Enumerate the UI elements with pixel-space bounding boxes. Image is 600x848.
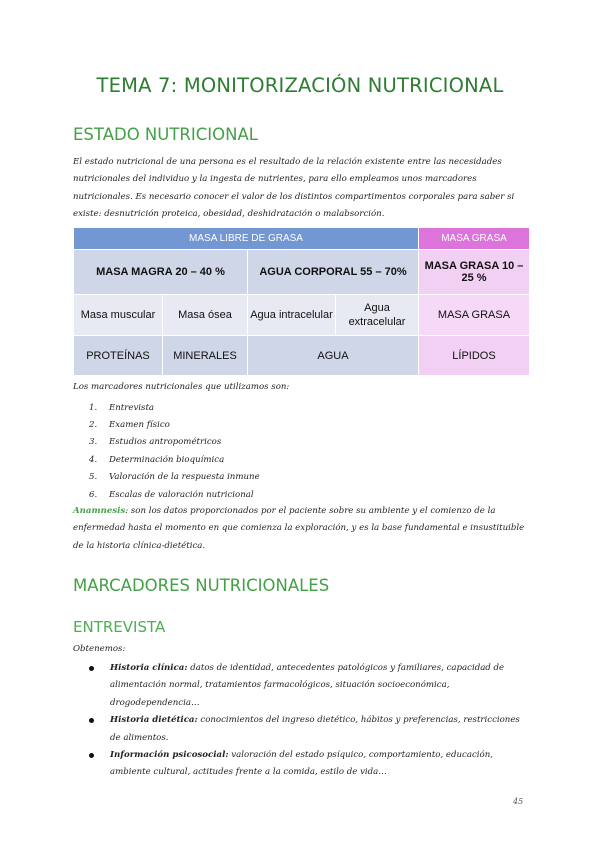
cell-proteinas: PROTEÍNAS xyxy=(74,336,163,376)
cell-lipidos: LÍPIDOS xyxy=(419,336,530,376)
cell-masa-osea: Masa ósea xyxy=(163,295,248,336)
anamnesis-text: : son los datos proporcionados por el paciente sobre su ambiente y el comienzo de la enfermedad hasta el momento en que comienza la exploración, y es la base fundamental e insustituible de la historia clínica-dietética. xyxy=(73,506,525,551)
cell-agua: AGUA xyxy=(248,336,419,376)
page-title: TEMA 7: MONITORIZACIÓN NUTRICIONAL xyxy=(96,74,504,97)
list-item: Historia dietética: conocimientos del ingreso dietético, hábitos y preferencias, restricciones de alimentos. xyxy=(89,712,531,747)
bullet-icon xyxy=(89,666,94,671)
cell-masa-grasa: MASA GRASA xyxy=(419,295,530,336)
cell-agua-extracelular: Agua extracelular xyxy=(336,295,419,336)
list-item: 5. Valoración de la respuesta inmune xyxy=(89,472,260,483)
list-item: 4. Determinación bioquímica xyxy=(89,454,225,465)
intro-paragraph: El estado nutricional de una persona es el resultado de la relación existente entre las necesidades nutricionales del individuo y la ingesta de nutrientes, para ello empleamos unos marcadores nutricionales. Es necesario conocer el valor de los distintos compartimentos corporales para saber si existe: desnutrición proteica, obesidad, deshidratación o malabsorción. xyxy=(73,157,515,219)
list-item: Información psicosocial: valoración del estado psíquico, comportamiento, educación, ambiente cultural, actitudes frente a la comida, estilo de vida… xyxy=(89,747,531,782)
cell-masa-muscular: Masa muscular xyxy=(74,295,163,336)
obtenemos-label: Obtenemos: xyxy=(73,644,126,654)
markers-list xyxy=(89,399,260,503)
page-number: 45 xyxy=(513,797,524,806)
bullet-icon xyxy=(89,718,94,723)
cell-masa-grasa-range: MASA GRASA 10 – 25 % xyxy=(419,250,530,295)
list-item: 3. Estudios antropométricos xyxy=(89,437,222,448)
table-header-row xyxy=(74,228,530,250)
section-heading-estado-nutricional: ESTADO NUTRICIONAL xyxy=(73,125,258,144)
list-item: 6. Escalas de valoración nutricional xyxy=(89,489,254,500)
bullet-icon xyxy=(89,753,94,758)
table-row xyxy=(74,295,530,336)
cell-minerales: MINERALES xyxy=(163,336,248,376)
table-row xyxy=(74,336,530,376)
header-fat-mass: MASA GRASA xyxy=(419,228,530,250)
markers-intro: Los marcadores nutricionales que utilizamos son: xyxy=(73,382,290,392)
section-heading-marcadores: MARCADORES NUTRICIONALES xyxy=(73,576,330,595)
list-item: 2. Examen físico xyxy=(89,420,170,431)
cell-agua-corporal: AGUA CORPORAL 55 – 70% xyxy=(248,250,419,295)
list-item: 1. Entrevista xyxy=(89,402,155,413)
interview-items-list xyxy=(89,660,531,782)
anamnesis-paragraph xyxy=(73,503,531,555)
cell-masa-magra: MASA MAGRA 20 – 40 % xyxy=(74,250,248,295)
table-row xyxy=(74,250,530,295)
subheading-entrevista: ENTREVISTA xyxy=(73,618,166,636)
cell-agua-intracelular: Agua intracelular xyxy=(248,295,336,336)
anamnesis-term: Anamnesis xyxy=(73,506,126,516)
body-composition-table xyxy=(73,227,530,376)
header-lean-mass: MASA LIBRE DE GRASA xyxy=(74,228,419,250)
list-item: Historia clínica: datos de identidad, antecedentes patológicos y familiares, capacidad de alimentación normal, tratamientos farmacológicos, situación socioeconómica, drogodependencia… xyxy=(89,660,531,712)
